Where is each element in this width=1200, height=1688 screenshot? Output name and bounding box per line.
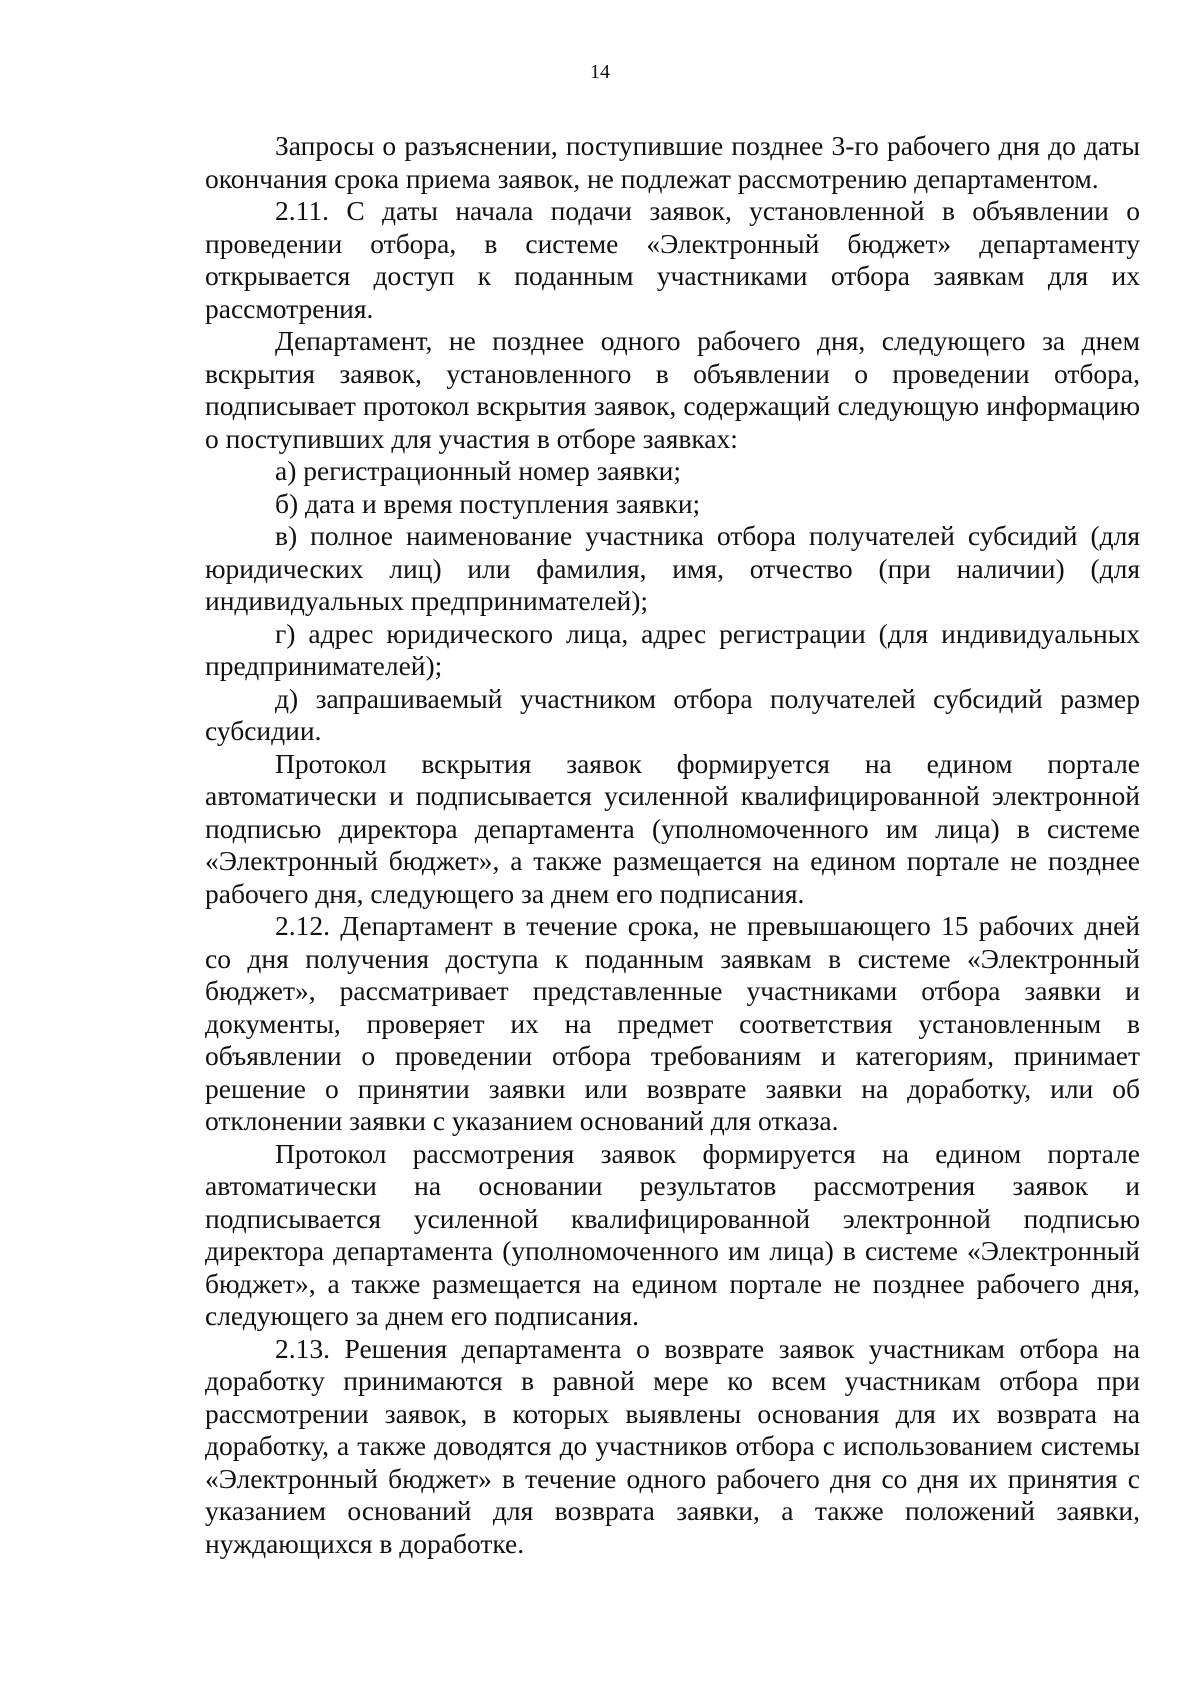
list-item-v: в) полное наименование участника отбора получателей субсидий (для юридических лиц) или фамилия, имя, отчество (при наличии) (для индивидуальных предпринимателей); xyxy=(205,520,1140,616)
paragraph-opening-protocol-signing: Протокол вскрытия заявок формируется на едином портале автоматически и подписывается усиленной квалифицированной электронной подписью директора департамента (уполномоченного им лица) в системе «Электронный бюджет», а также размещается на едином портале не позднее рабочего дня, следующего за днем его подписания. xyxy=(205,747,1140,909)
paragraph-opening-protocol: Департамент, не позднее одного рабочего дня, следующего за днем вскрытия заявок, установленного в объявлении о проведении отбора, подписывает протокол вскрытия заявок, содержащий следующую информацию о поступивших для участия в отборе заявках: xyxy=(205,325,1140,454)
list-item-g: г) адрес юридического лица, адрес регистрации (для индивидуальных предпринимателей); xyxy=(205,617,1140,681)
list-item-d: д) запрашиваемый участником отбора получателей субсидий размер субсидии. xyxy=(205,682,1140,746)
paragraph-2-11: 2.11. С даты начала подачи заявок, установленной в объявлении о проведении отбора, в системе «Электронный бюджет» департаменту открывается доступ к поданным участниками отбора заявкам для их рассмотрения. xyxy=(205,195,1140,324)
paragraph-review-protocol: Протокол рассмотрения заявок формируется на едином портале автоматически на основании результатов рассмотрения заявок и подписывается усиленной квалифицированной электронной подписью директора департамента (уполномоченного им лица) в системе «Электронный бюджет», а также размещается на едином портале не позднее рабочего дня, следующего за днем его подписания. xyxy=(205,1137,1140,1331)
list-item-b: б) дата и время поступления заявки; xyxy=(275,487,701,519)
page-number: 14 xyxy=(590,61,610,83)
list-item-a: а) регистрационный номер заявки; xyxy=(275,455,681,486)
paragraph-clarification-requests: Запросы о разъяснении, поступившие позднее 3-го рабочего дня до даты окончания срока приема заявок, не подлежат рассмотрению департаментом. xyxy=(205,130,1140,194)
paragraph-2-12: 2.12. Департамент в течение срока, не превышающего 15 рабочих дней со дня получения доступа к поданным заявкам в системе «Электронный бюджет», рассматривает представленные участниками отбора заявки и документы, проверяет их на предмет соответствия установленным в объявлении о проведении отбора требованиям и категориям, принимает решение о принятии заявки или возврате заявки на доработку, или об отклонении заявки с указанием оснований для отказа. xyxy=(205,910,1140,1136)
document-body xyxy=(205,130,1140,1560)
paragraph-2-13: 2.13. Решения департамента о возврате заявок участникам отбора на доработку принимаются в равной мере ко всем участникам отбора при рассмотрении заявок, в которых выявлены основания для их возврата на доработку, а также доводятся до участников отбора с использованием системы «Электронный бюджет» в течение одного рабочего дня со дня их принятия с указанием оснований для возврата заявки, а также положений заявки, нуждающихся в доработке. xyxy=(205,1332,1140,1559)
